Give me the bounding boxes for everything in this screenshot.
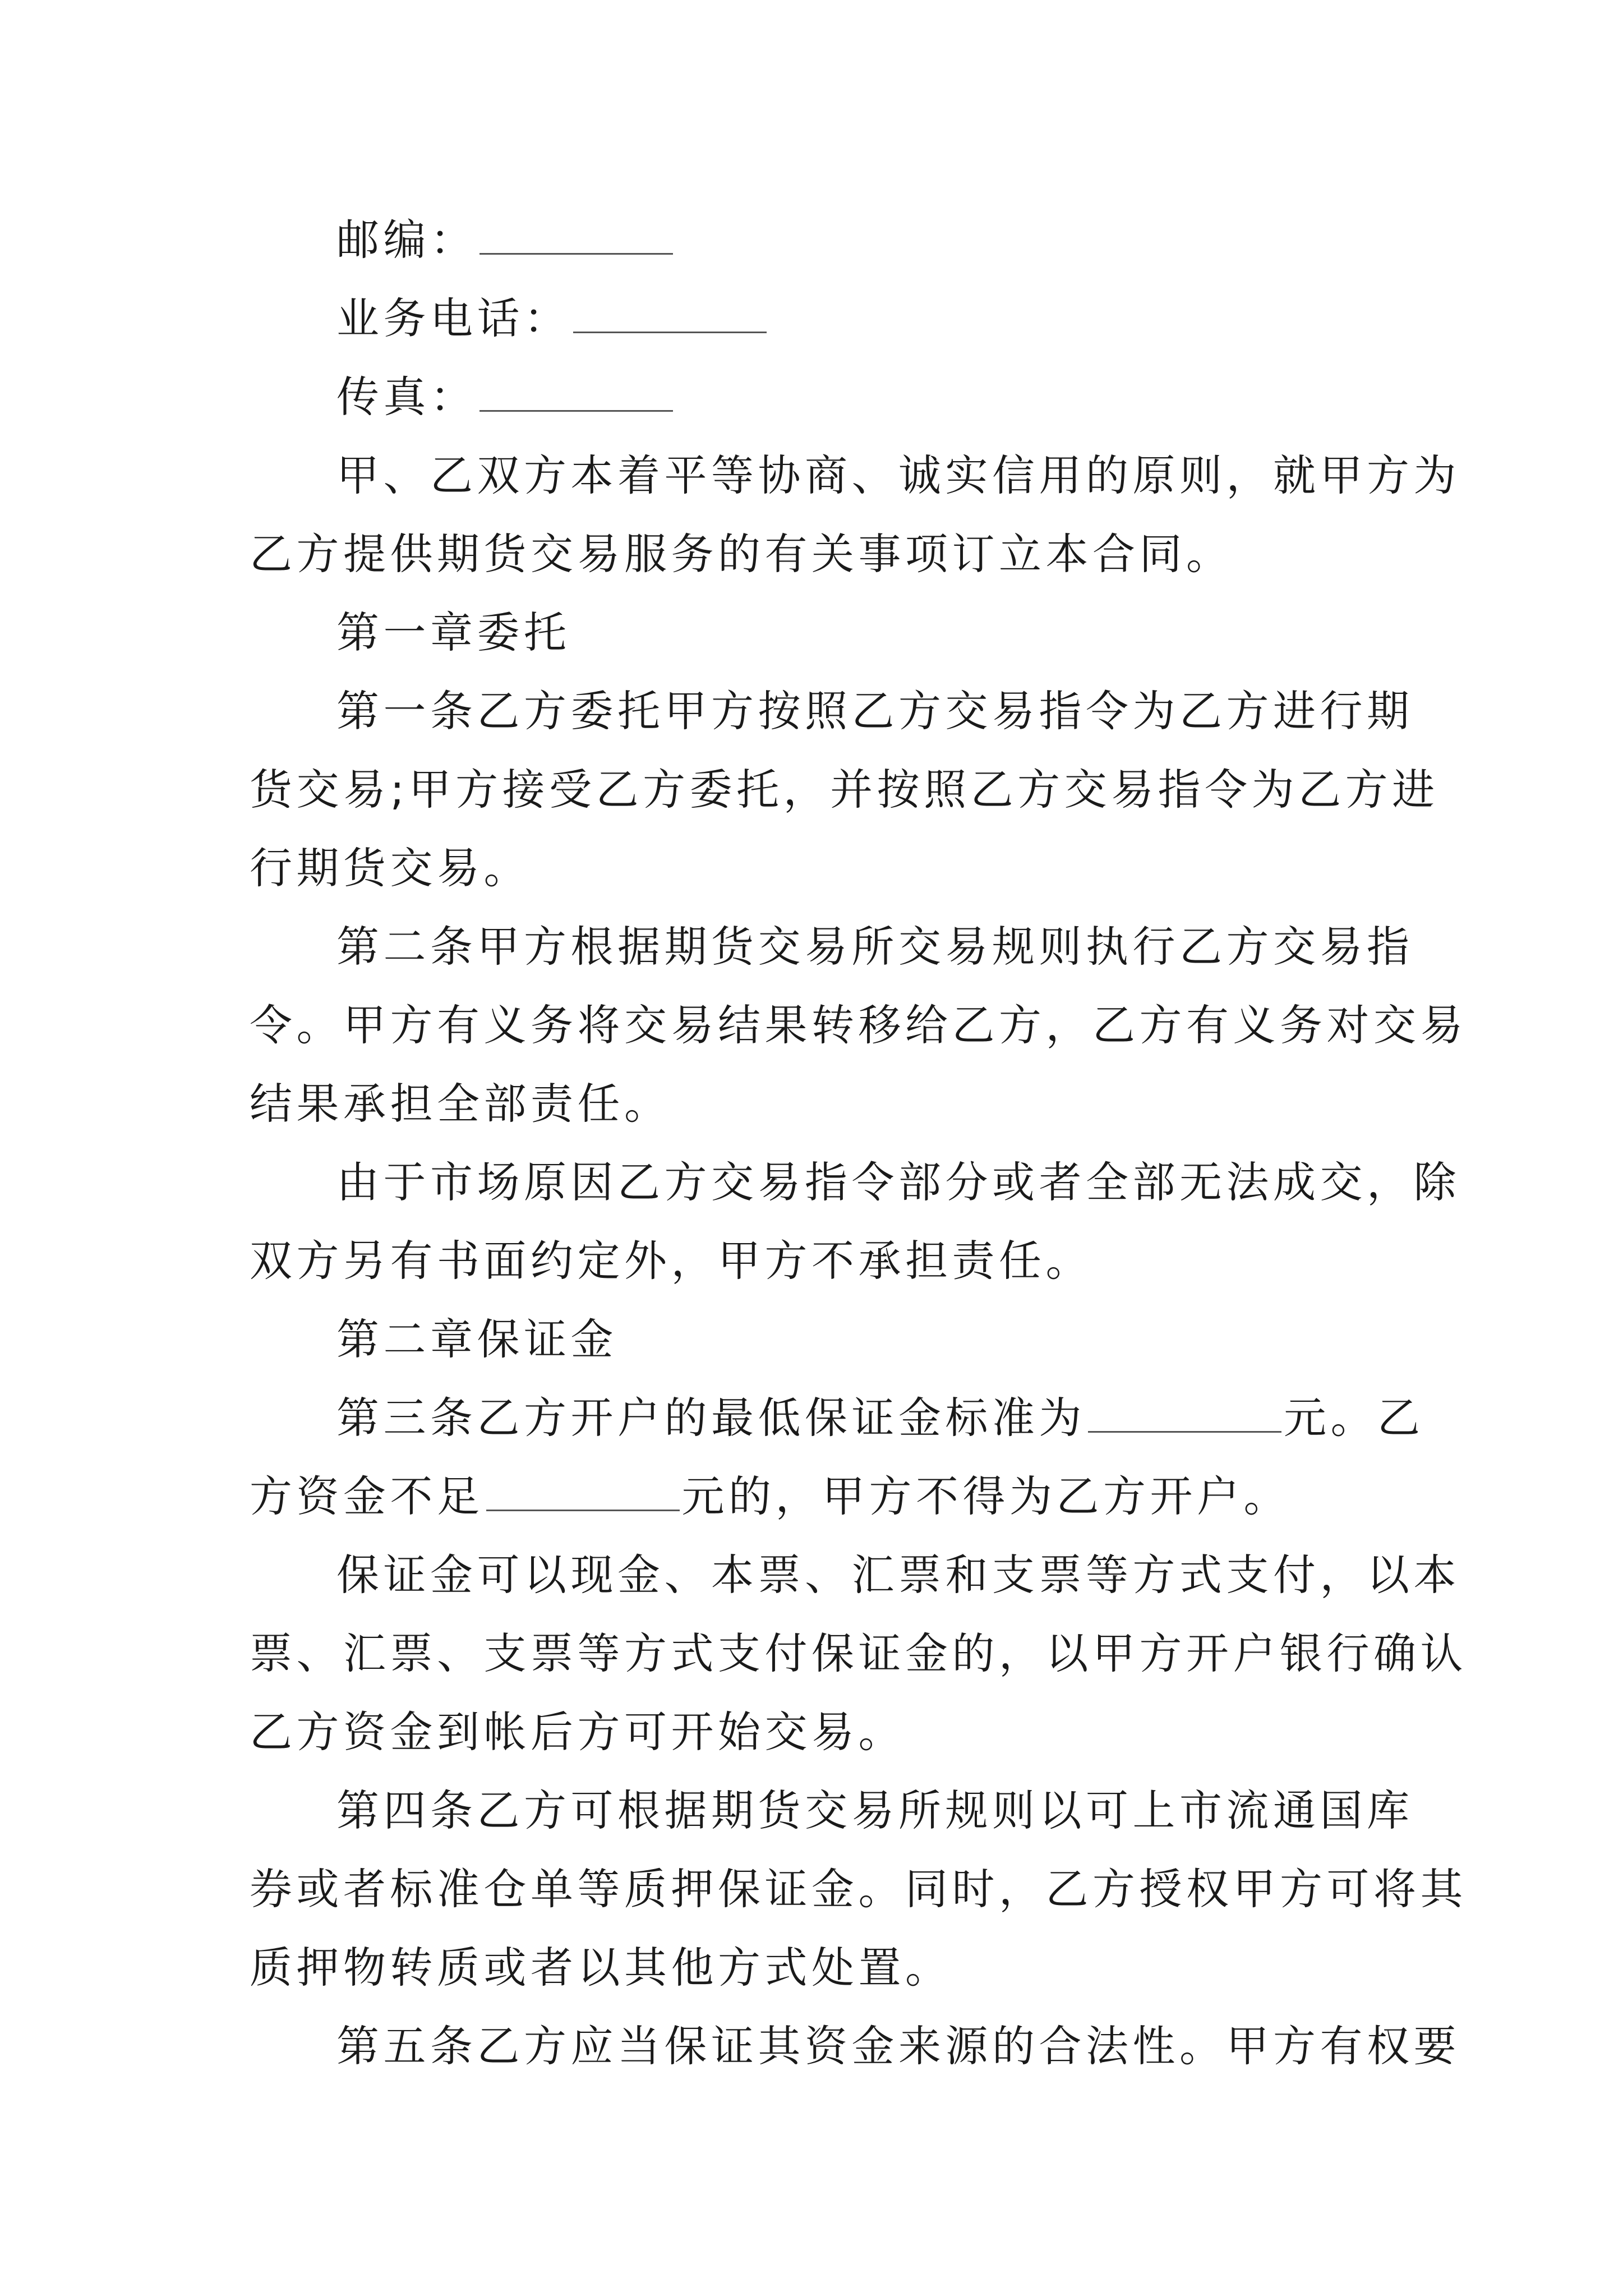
article3-text: 元的，甲方不得为乙方开户。 <box>681 1471 1290 1521</box>
min-deposit-blank <box>1088 1396 1281 1433</box>
insufficient-funds-blank <box>486 1475 680 1511</box>
article3-text: 方资金不足 <box>250 1471 484 1521</box>
paragraph-line: 第五条乙方应当保证其资金来源的合法性。甲方有权要 <box>336 2021 1460 2071</box>
paragraph-line: 货交易;甲方接受乙方委托，并按照乙方交易指令为乙方进 <box>250 765 1439 815</box>
article3-text: 第三条乙方开户的最低保证金标准为 <box>336 1393 1086 1443</box>
paragraph-line: 票、汇票、支票等方式支付保证金的，以甲方开户银行确认 <box>250 1628 1467 1678</box>
postcode-line <box>336 212 675 268</box>
paragraph-line: 行期货交易。 <box>250 843 531 893</box>
fax-label: 传真： <box>336 372 477 422</box>
paragraph-line: 由于市场原因乙方交易指令部分或者全部无法成交，除 <box>336 1157 1460 1207</box>
article3-line-1 <box>336 1390 1424 1446</box>
paragraph-line: 令。甲方有义务将交易结果转移给乙方，乙方有义务对交易 <box>250 1000 1467 1050</box>
phone-blank <box>573 297 767 333</box>
article3-line-2 <box>250 1469 1290 1525</box>
fax-blank <box>479 375 673 412</box>
paragraph-line: 保证金可以现金、本票、汇票和支票等方式支付，以本 <box>336 1550 1460 1600</box>
postcode-label: 邮编： <box>336 215 477 265</box>
paragraph-line: 乙方提供期货交易服务的有关事项订立本合同。 <box>250 529 1233 579</box>
phone-line <box>336 291 769 347</box>
chapter-heading: 第二章保证金 <box>336 1314 617 1364</box>
paragraph-line: 甲、乙双方本着平等协商、诚实信用的原则，就甲方为 <box>336 450 1460 500</box>
paragraph-line: 第一条乙方委托甲方按照乙方交易指令为乙方进行期 <box>336 686 1414 736</box>
paragraph-line: 第二条甲方根据期货交易所交易规则执行乙方交易指 <box>336 922 1414 972</box>
phone-label: 业务电话： <box>336 293 571 343</box>
paragraph-line: 乙方资金到帐后方可开始交易。 <box>250 1707 905 1757</box>
chapter-heading: 第一章委托 <box>336 608 571 657</box>
paragraph-line: 券或者标准仓单等质押保证金。同时，乙方授权甲方可将其 <box>250 1864 1467 1914</box>
paragraph-line: 质押物转质或者以其他方式处置。 <box>250 1943 952 1993</box>
paragraph-line: 结果承担全部责任。 <box>250 1079 671 1129</box>
postcode-blank <box>479 218 673 255</box>
paragraph-line: 第四条乙方可根据期货交易所规则以可上市流通国库 <box>336 1786 1414 1835</box>
article3-text: 元。乙 <box>1284 1393 1424 1443</box>
fax-line <box>336 369 675 425</box>
paragraph-line: 双方另有书面约定外，甲方不承担责任。 <box>250 1236 1092 1286</box>
